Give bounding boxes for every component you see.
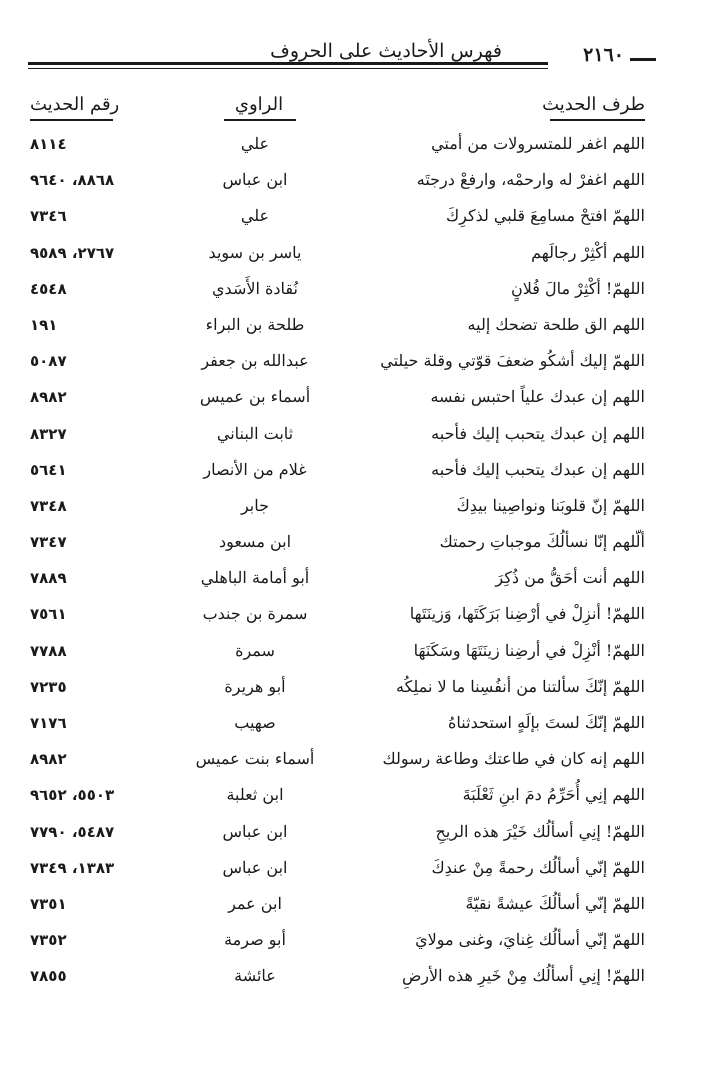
hadith-number: ٨٨٦٨، ٩٦٤٠ [30,171,115,190]
index-rows [0,126,703,995]
column-header-underline [224,119,296,121]
index-row [0,524,703,560]
hadith-number: ٧٣٥١ [30,894,67,913]
index-row [0,669,703,705]
hadith-number: ٤٥٤٨ [30,279,67,298]
narrator: ابن ثعلبة [226,785,284,805]
hadith-text: اللهمّ إليك أشكُو ضعفَ قوّتي وقلة حيلتي [380,351,645,371]
hadith-number: ٧٨٥٥ [30,967,67,986]
index-row [0,705,703,741]
narrator: غلام من الأنصار [203,459,307,479]
hadith-text: اللهمّ إنّي أسألُكَ عيشةً نقيّةً [465,893,645,913]
hadith-text: اللهم إنِي أُحَرِّمُ دمَ ابنِ ثَعْلَبَةَ [462,785,645,805]
narrator: عبدالله بن جعفر [201,351,309,371]
index-row [0,850,703,886]
hadith-text: اللهم اغفرْ له وارحمْه، وارفعْ درجتَه [416,170,645,190]
column-header-narrator: الراوي [234,94,284,115]
hadith-number: ٢٧٦٧، ٩٥٨٩ [30,243,115,262]
index-row [0,126,703,162]
page-header [28,38,652,78]
column-header-hadith-text: طرف الحديث [542,94,645,115]
hadith-number: ٧٣٤٧ [30,533,67,552]
narrator: سمرة [235,640,275,660]
hadith-number: ٨٩٨٢ [30,388,67,407]
narrator: أبو هريرة [224,676,286,696]
narrator: ياسر بن سويد [208,242,302,262]
hadith-number: ٧٣٥٢ [30,931,67,950]
hadith-text: اللهمّ! إنِي أسألُك مِنْ خَيرِ هذه الأرضِ [401,966,645,986]
index-row [0,633,703,669]
hadith-text: اللهم أنت أحَقُّ من ذُكِرَ [495,568,645,588]
index-row [0,488,703,524]
hadith-number: ٧١٧٦ [30,714,67,732]
hadith-number: ٧٧٨٨ [30,641,67,660]
hadith-text: اللهمّ إنّكَ سألتنا من أنفُسِنا ما لا نملِكُه [395,676,645,696]
narrator: صهيب [234,713,276,732]
narrator: طلحة بن البراء [205,314,305,334]
index-row [0,416,703,452]
narrator: ابن عمر [228,893,282,913]
hadith-text: اللهم أكْثِرْ رجالَهم [531,242,645,262]
index-row [0,886,703,922]
hadith-text: اللهم إنه كان في طاعتك وطاعة رسولك [382,749,645,769]
hadith-text: ألّلهم إنّا نسألُكَ موجباتِ رحمتك [439,532,645,552]
hadith-number: ٥٥٠٣، ٩٦٥٢ [30,786,115,805]
hadith-text: اللهمّ! أنزِلْ في أرْضِنا بَرَكَتَها، وَزينَتَها [409,604,645,624]
hadith-text: اللهمّ! أنْزِلْ في أرضِنا زينَتَهَا وسَكَنَهَا [413,640,645,660]
narrator: أبو أمامة الباهلي [200,568,310,588]
narrator: أبو صرمة [224,930,286,950]
narrator: سمرة بن جندب [202,604,308,624]
hadith-number: ٨٩٨٢ [30,750,67,769]
index-row [0,958,703,994]
index-row [0,452,703,488]
hadith-text: اللهمّ إنّ قلوبَنا ونواصِينا بيدِكَ [456,495,645,515]
column-header-hadith-number: رقم الحديث [30,94,120,115]
hadith-number: ١٩١ [30,315,58,334]
narrator: ابن مسعود [218,532,292,552]
index-row [0,814,703,850]
index-row [0,922,703,958]
hadith-number: ١٣٨٣، ٧٣٤٩ [30,858,115,877]
column-headers [0,92,703,122]
narrator: علي [240,206,270,226]
narrator: أسماء بنت عميس [195,749,315,769]
narrator: علي [240,134,270,153]
hadith-number: ٧٥٦١ [30,605,67,624]
index-row [0,271,703,307]
narrator: ثابت البناني [216,423,294,443]
index-row [0,307,703,343]
hadith-number: ٧٢٣٥ [30,677,67,696]
hadith-number: ٥٠٨٧ [30,352,67,371]
hadith-text: اللهم إن عبدك يتحبب إليك فأحبه [431,423,645,443]
narrator: ابن عباس [222,857,288,877]
page-title: فهرس الأحاديث على الحروف [270,40,502,62]
hadith-text: اللهمّ! أكْثِرْ مالَ فُلانٍ [510,278,645,298]
hadith-number: ٨٣٢٧ [30,424,67,443]
hadith-number: ٧٣٤٦ [30,207,67,226]
page-number: ٢١٦٠ [583,44,624,66]
narrator: عائشة [234,966,276,986]
hadith-text: اللهم الق طلحة تضحك إليه [467,314,645,334]
hadith-text: اللهمّ إنّكَ لستَ بإلَهٍ استحدثناهُ [448,713,645,732]
hadith-text: اللهمّ إنّي أسألُك غِنايَ، وغنى مولايَ [415,930,645,950]
hadith-number: ٧٨٨٩ [30,569,67,588]
hadith-text: اللهمّ إنّي أسألُك رحمةً مِنْ عندِكَ [431,857,645,877]
narrator: ابن عباس [222,170,288,190]
hadith-text: اللهمّ! إنِي أسألُك خَيْرَ هذه الريحِ [435,821,645,841]
index-row [0,198,703,234]
hadith-number: ٥٦٤١ [30,460,67,479]
narrator: ابن عباس [222,821,288,841]
column-header-underline [550,119,645,121]
index-row [0,777,703,813]
index-row [0,596,703,632]
index-row [0,379,703,415]
index-row [0,343,703,379]
hadith-text: اللهم إن عبدك يتحبب إليك فأحبه [431,459,645,479]
narrator: نُقادة الأَسَدي [212,278,298,298]
narrator: جابر [240,495,270,515]
page-number-dash [630,58,656,61]
index-row [0,235,703,271]
index-row [0,162,703,198]
hadith-text: اللهم إن عبدك علياً احتبس نفسه [430,387,645,407]
hadith-number: ٥٤٨٧، ٧٧٩٠ [30,822,115,841]
header-rule [28,62,548,65]
column-header-underline [30,119,113,121]
hadith-number: ٨١١٤ [30,135,67,153]
header-rule-thin [28,68,548,69]
index-row [0,560,703,596]
index-row [0,741,703,777]
hadith-number: ٧٣٤٨ [30,496,67,515]
hadith-text: اللهمّ افتحْ مسامِعَ قلبي لذكرِكَ [445,206,645,226]
narrator: أسماء بن عميس [199,387,311,407]
hadith-text: اللهم اغفر للمتسرولات من أمتي [431,134,645,153]
